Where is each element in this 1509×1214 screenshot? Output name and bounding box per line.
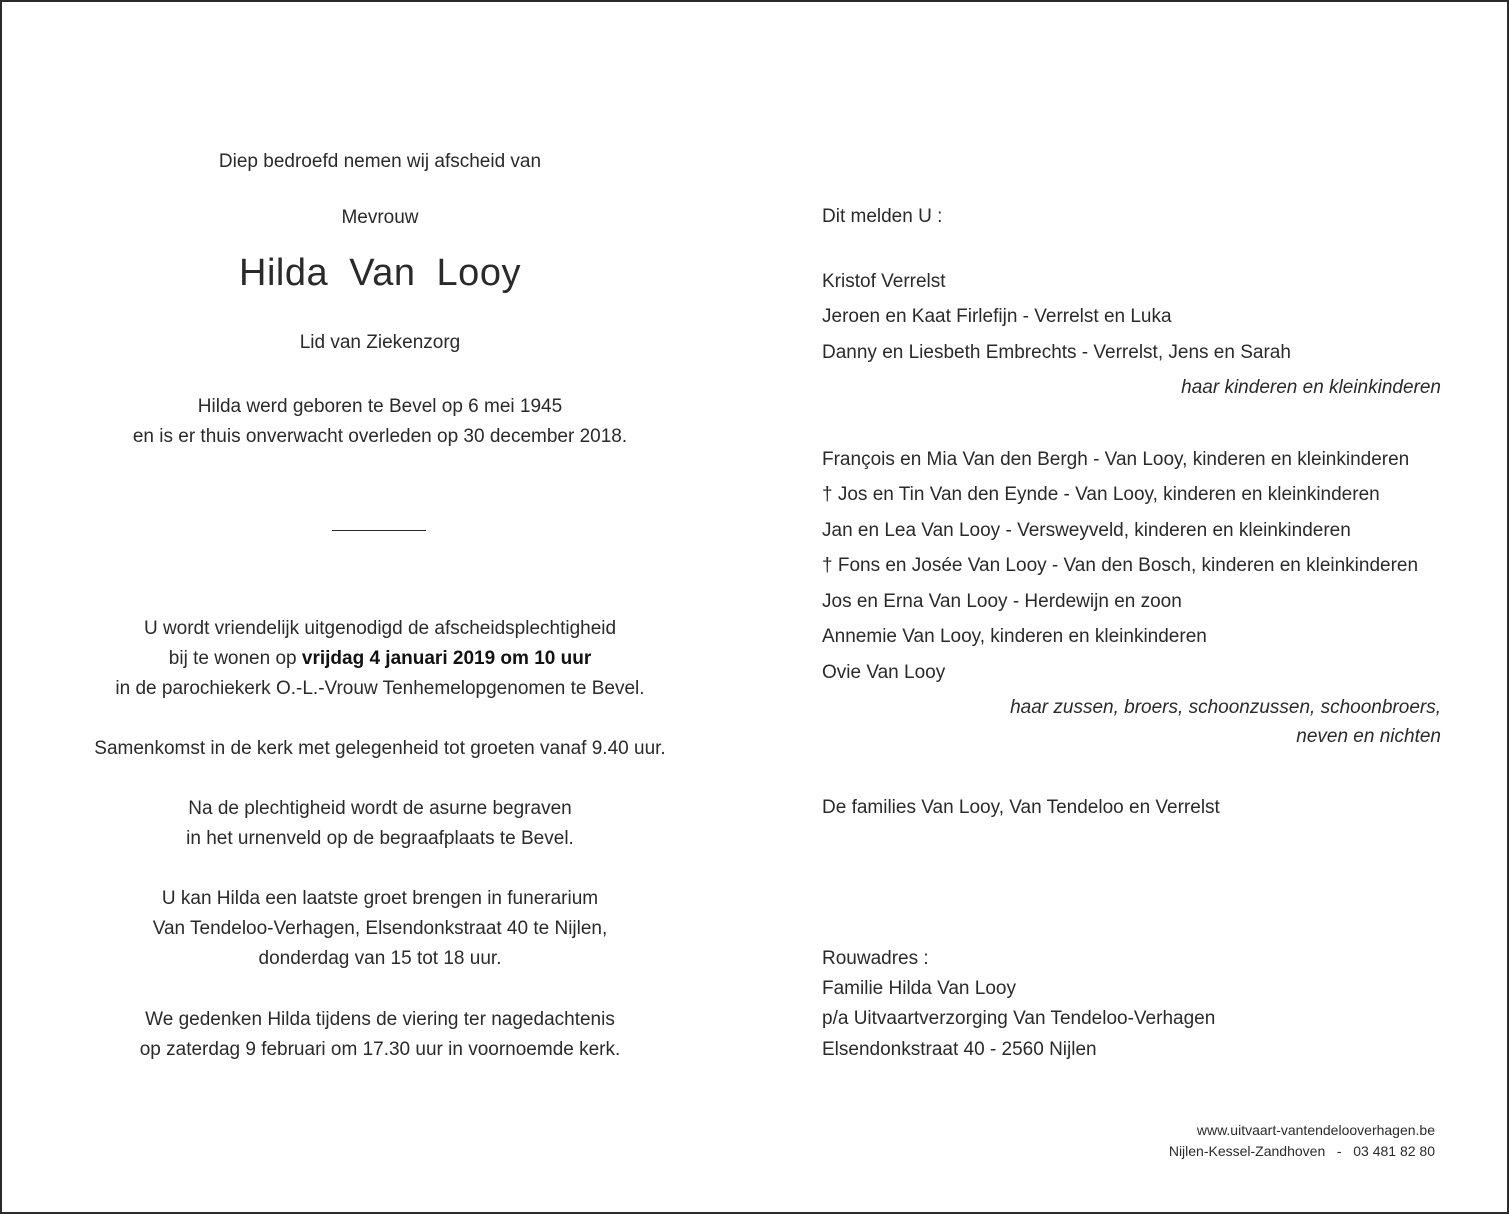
list-item: Jos en Erna Van Looy - Herdewijn en zoon [822, 591, 1182, 612]
deceased-name: Hilda Van Looy [239, 252, 521, 294]
announce-text: Dit melden U : [822, 206, 943, 227]
siblings-caption-2: neven en nichten [1296, 726, 1441, 747]
birth-text: Hilda werd geboren te Bevel op 6 mei 1945 [197, 396, 563, 417]
section-divider [332, 530, 426, 531]
burial-line-2: in het urnenveld op de begraafplaats te Bevel. [186, 828, 574, 849]
list-item: Jan en Lea Van Looy - Versweyveld, kinderen en kleinkinderen [822, 520, 1351, 541]
list-item: Annemie Van Looy, kinderen en kleinkinderen [822, 626, 1207, 647]
invitation-line-3: in de parochiekerk O.-L.-Vrouw Tenhemelopgenomen te Bevel. [115, 678, 645, 699]
honorific: Mevrouw [341, 207, 419, 228]
address-line-3: Elsendonkstraat 40 - 2560 Nijlen [822, 1039, 1097, 1060]
address-line-2: p/a Uitvaartverzorging Van Tendeloo-Verhagen [822, 1008, 1216, 1029]
invitation-prefix: bij te wonen op [168, 648, 302, 669]
funeral-website: www.uitvaart-vantendelooverhagen.be [1196, 1122, 1435, 1138]
siblings-caption-1: haar zussen, broers, schoonzussen, schoonbroers, [1010, 697, 1441, 718]
funeral-contact: Nijlen-Kessel-Zandhoven - 03 481 82 80 [1168, 1143, 1435, 1159]
families-text: De families Van Looy, Van Tendeloo en Verrelst [822, 797, 1220, 818]
list-item: Kristof Verrelst [822, 271, 946, 292]
list-item: † Fons en Josée Van Looy - Van den Bosch, kinderen en kleinkinderen [822, 555, 1419, 576]
intro-text: Diep bedroefd nemen wij afscheid van [218, 151, 542, 172]
memorial-line-2: op zaterdag 9 februari om 17.30 uur in voornoemde kerk. [139, 1039, 621, 1060]
list-item: Danny en Liesbeth Embrechts - Verrelst, Jens en Sarah [822, 342, 1291, 363]
list-item: Ovie Van Looy [822, 662, 946, 683]
gathering-text: Samenkomst in de kerk met gelegenheid tot groeten vanaf 9.40 uur. [94, 738, 666, 759]
memorial-line-1: We gedenken Hilda tijdens de viering ter nagedachtenis [145, 1009, 615, 1030]
address-label: Rouwadres : [822, 948, 929, 969]
ceremony-date: vrijdag 4 januari 2019 om 10 uur [301, 648, 592, 669]
membership-text: Lid van Ziekenzorg [299, 332, 461, 353]
burial-line-1: Na de plechtigheid wordt de asurne begraven [188, 798, 572, 819]
list-item: † Jos en Tin Van den Eynde - Van Looy, kinderen en kleinkinderen [822, 484, 1380, 505]
list-item: François en Mia Van den Bergh - Van Looy, kinderen en kleinkinderen [822, 449, 1410, 470]
invitation-line-2 [2, 649, 758, 668]
list-item: Jeroen en Kaat Firlefijn - Verrelst en Luka [822, 306, 1172, 327]
visit-line-1: U kan Hilda een laatste groet brengen in funerarium [161, 888, 599, 909]
visit-line-3: donderdag van 15 tot 18 uur. [258, 948, 502, 969]
visit-line-2: Van Tendeloo-Verhagen, Elsendonkstraat 40 te Nijlen, [152, 918, 608, 939]
address-line-1: Familie Hilda Van Looy [822, 978, 1016, 999]
children-caption: haar kinderen en kleinkinderen [1181, 377, 1441, 398]
invitation-line-1: U wordt vriendelijk uitgenodigd de afscheidsplechtigheid [143, 618, 617, 639]
death-text: en is er thuis onverwacht overleden op 30 december 2018. [132, 426, 628, 447]
